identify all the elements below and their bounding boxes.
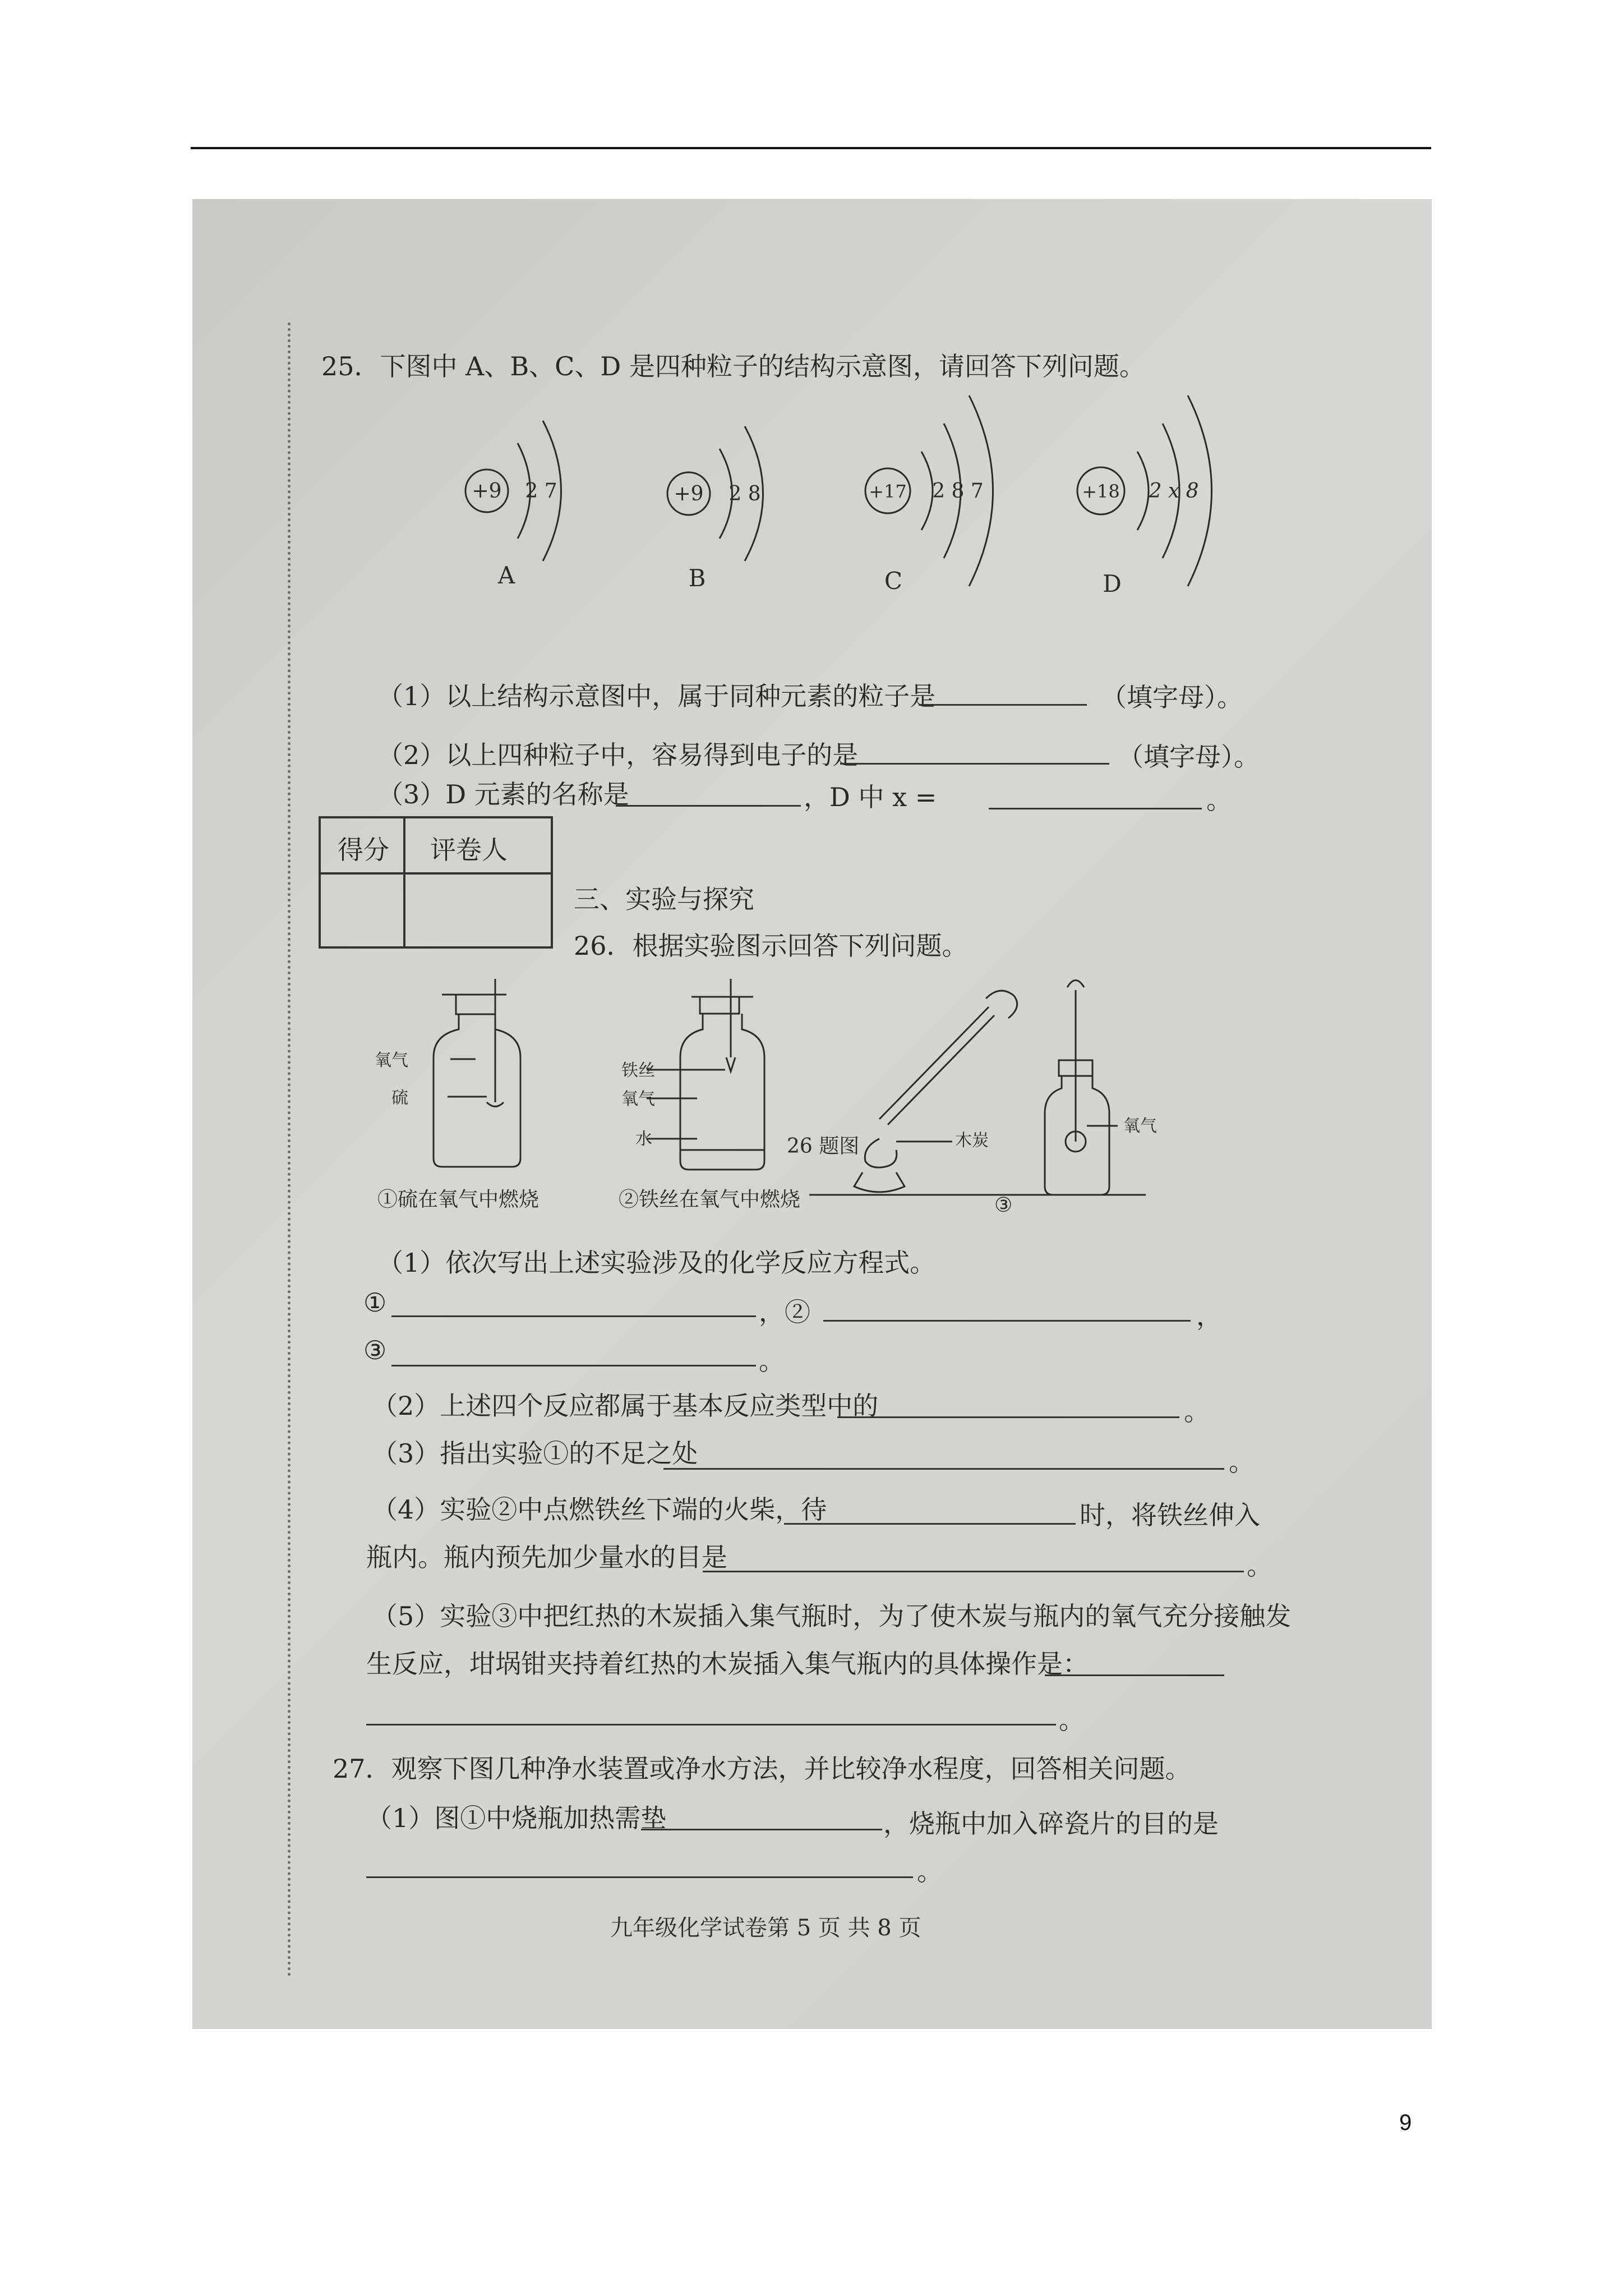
fig3-label-oxygen: 氧气: [1123, 1116, 1157, 1136]
fig1-sulfur-jar: [434, 979, 520, 1167]
q25-sub3-answer-x[interactable]: [989, 808, 1202, 809]
q27-stem: 27．观察下图几种净水装置或净水方法，并比较净水程度，回答相关问题。: [333, 1754, 1191, 1784]
page-number: 9: [1399, 2110, 1412, 2135]
q26-equation-2[interactable]: [823, 1320, 1191, 1322]
label-d: D: [1103, 570, 1122, 597]
electrons-a: 2 7: [525, 480, 557, 503]
q25-sub1-answer[interactable]: [919, 704, 1087, 706]
q25-sub3-answer-name[interactable]: [616, 805, 801, 807]
q26-sub1: （1）依次写出上述实验涉及的化学反应方程式。: [377, 1248, 936, 1278]
label-b: B: [688, 564, 706, 592]
q26-sub2: （2）上述四个反应都属于基本反应类型中的: [372, 1391, 879, 1421]
top-rule: [191, 147, 1431, 149]
nucleus-c: +17: [869, 481, 907, 502]
q25-sub1-tail: （填字母）。: [1101, 682, 1243, 712]
section-3-title: 三、实验与探究: [574, 884, 754, 914]
q26-sub5-tail: 。: [1059, 1705, 1085, 1735]
electrons-d: 2 x 8: [1149, 480, 1199, 503]
q27-sub1-tail: 。: [917, 1856, 943, 1887]
q26-sub3-tail: 。: [1229, 1447, 1255, 1477]
q27-sub1-answer-a[interactable]: [641, 1829, 882, 1830]
electrons-b: 2 8: [728, 482, 761, 505]
q26-sub4a: （4）实验②中点燃铁丝下端的火柴，待: [372, 1494, 827, 1525]
q26-equation-1[interactable]: [391, 1315, 756, 1317]
fig1-label-oxygen: 氧气: [375, 1051, 408, 1070]
q25-sub3-mid: ，D 中 x =: [804, 782, 937, 812]
exam-footer: 九年级化学试卷第 5 页 共 8 页: [610, 1915, 921, 1941]
q26-sub3: （3）指出实验①的不足之处: [372, 1438, 698, 1469]
q25-sub3-tail: 。: [1206, 785, 1232, 815]
q27-sub1-answer-b[interactable]: [366, 1876, 913, 1878]
q26-experiment-figure: [192, 973, 1432, 1226]
fig3-label-charcoal: 木炭: [955, 1131, 989, 1151]
fig-title: 26 题图: [787, 1135, 860, 1158]
q26-sub5-answer-line1[interactable]: [1045, 1674, 1224, 1676]
score-table: [319, 816, 553, 949]
q26-sub4a-answer[interactable]: [784, 1523, 1076, 1525]
q25-sub1: （1）以上结构示意图中，属于同种元素的粒子是: [377, 681, 936, 711]
q26-sub3-answer[interactable]: [663, 1468, 1224, 1470]
q26-sub5b: 生反应，坩埚钳夹持着红热的木炭插入集气瓶内的具体操作是：: [366, 1649, 1089, 1679]
label-c: C: [884, 567, 903, 595]
fig3-caption: ③: [994, 1194, 1013, 1217]
fig3-charcoal: [809, 981, 1146, 1195]
nucleus-d: +18: [1082, 481, 1120, 502]
fig2-caption: ②铁丝在氧气中燃烧: [619, 1188, 801, 1211]
q26-eq-marker-1: ①: [363, 1287, 387, 1318]
fig2-label-iron: 铁丝: [621, 1061, 655, 1080]
q26-sub5-answer-line2[interactable]: [366, 1724, 1056, 1726]
q26-eq-period: 。: [759, 1346, 785, 1376]
score-table-score: 得分: [338, 835, 389, 865]
q26-sub4b: 瓶内。瓶内预先加少量水的目是: [366, 1542, 727, 1572]
q25-sub2-answer[interactable]: [840, 763, 1109, 765]
q26-stem: 26．根据实验图示回答下列问题。: [574, 931, 968, 961]
label-a: A: [497, 562, 515, 589]
q26-equation-3[interactable]: [391, 1365, 756, 1366]
q26-sub2-answer[interactable]: [837, 1416, 1179, 1418]
q26-sub4b-tail: 。: [1247, 1550, 1272, 1581]
fig1-caption: ①硫在氧气中燃烧: [377, 1188, 540, 1211]
nucleus-b: +9: [674, 482, 704, 505]
q27-sub1-mid: ，烧瓶中加入碎瓷片的目的是: [883, 1809, 1219, 1839]
fig2-label-oxygen: 氧气: [621, 1089, 655, 1109]
q26-eq-marker-3: ③: [363, 1335, 387, 1365]
q27-sub1: （1）图①中烧瓶加热需垫: [366, 1803, 667, 1833]
nucleus-a: +9: [472, 480, 502, 503]
score-table-grader: 评卷人: [430, 835, 508, 865]
q25-sub3: （3）D 元素的名称是: [377, 779, 629, 809]
fig2-iron-jar: [647, 979, 764, 1170]
q26-eq-marker-2: ，②: [759, 1297, 810, 1327]
fig2-label-water: 水: [635, 1129, 652, 1149]
atom-structure-diagrams: [192, 390, 1432, 704]
q26-sub4b-answer[interactable]: [703, 1571, 1244, 1572]
q26-sub4a-tail: 时，将铁丝伸入: [1080, 1500, 1260, 1530]
q25-sub2-tail: （填字母）。: [1118, 742, 1260, 772]
q25-stem: 25．下图中 A、B、C、D 是四种粒子的结构示意图，请回答下列问题。: [321, 351, 1145, 381]
q26-eq-comma: ，: [1196, 1301, 1222, 1331]
scanned-exam-page: [192, 199, 1432, 2029]
q26-sub2-tail: 。: [1184, 1396, 1210, 1427]
electrons-c: 2 8 7: [932, 480, 984, 503]
q26-sub5a: （5）实验③中把红热的木炭插入集气瓶时，为了使木炭与瓶内的氧气充分接触发: [372, 1601, 1292, 1631]
fig1-label-sulfur: 硫: [391, 1088, 408, 1108]
q25-sub2: （2）以上四种粒子中，容易得到电子的是: [377, 740, 859, 770]
